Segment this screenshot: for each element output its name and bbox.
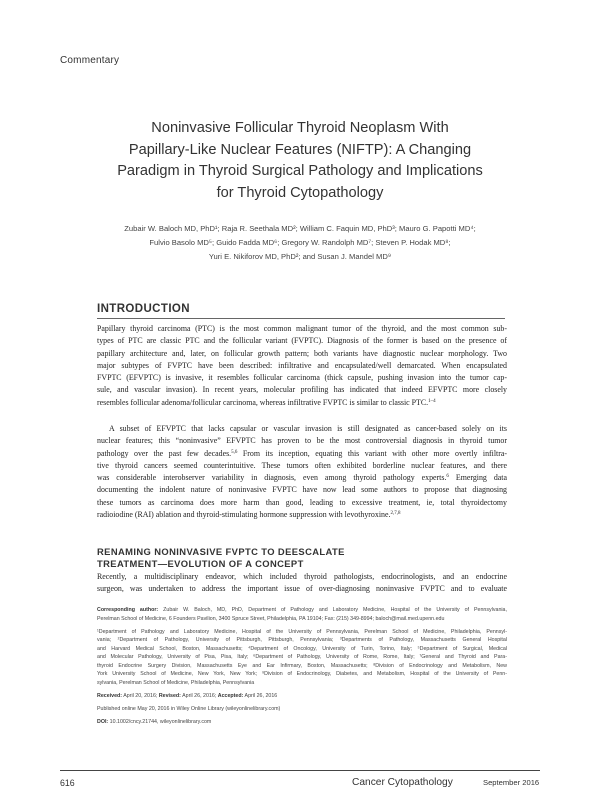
- affiliation-line: sylvania, Perelman School of Medicine, Philadelphia, Pennsylvania: [97, 679, 255, 686]
- text-line: sule, and vascular invasion). In recent years, molecular profiling has indicated that indeed EFVPTC more closely: [97, 385, 507, 395]
- citation-ref: 5,6: [231, 449, 238, 455]
- article-notes: [97, 606, 507, 726]
- corresponding-author-line: Perelman School of Medicine, 6 Founders Pavilion, 3400 Spruce Street, Philadelphia, PA 19104; Fax: (215) 349-8994; baloch@mail.med.upenn.edu: [97, 615, 445, 622]
- text-run: radioiodine (RAI) ablation and thyroid-stimulating hormone suppression with levothyroxine.: [97, 510, 391, 520]
- history-line: [97, 692, 507, 701]
- affiliation-line: and Molecular Pathology, University of Pisa, Pisa, Italy; ⁶Department of Pathology, University of Rome, Rome, Italy; ⁷General and Thyroid and Para-: [97, 654, 507, 661]
- affiliation-line: York University School of Medicine, New York, New York; ⁹Division of Endocrinology, Diabetes, and Metabolism, Hospital of the University of Penn-: [97, 671, 507, 678]
- revised-label: Revised:: [158, 692, 181, 699]
- text-line: major subtypes of FVPTC have been described: infiltrative and encapsulated/well demarcated. When encapsulated: [97, 360, 507, 370]
- title-line: Paradigm in Thyroid Surgical Pathology and Implications: [117, 163, 483, 179]
- doi-line: [97, 718, 507, 727]
- text-line: A subset of EFVPTC that lacks capsular or vascular invasion is still designated as cancer-based solely on its: [109, 424, 507, 433]
- text-run: Zubair W. Baloch, MD, PhD, Department of Pathology and Laboratory Medicine, Hospital of the University of Pennsylvania,: [158, 607, 507, 613]
- text-line: Recently, a multidisciplinary endeavor, which included thyroid pathologists, endocrinologists, and an endocrine: [97, 572, 507, 581]
- intro-paragraph-1: [97, 323, 507, 409]
- author-line: Zubair W. Baloch MD, PhD¹; Raja R. Seethala MD²; William C. Faquin MD, PhD³; Mauro G. Papotti MD⁴;: [124, 224, 476, 233]
- affiliation-line: and Harvard Medical School, Boston, Massachusetts; ⁴Department of Oncology, University of Turin, Torino, Italy; ⁵Department of Surgical, Medical: [97, 645, 507, 652]
- received-date: April 20, 2016;: [122, 692, 159, 699]
- text-run: From its inception, equating this variant with other more overtly infiltra-: [237, 448, 507, 458]
- text-line: these tumors as carcinoma does more harm than good, leading to excessive treatment, ie, total thyroidectomy: [97, 497, 507, 507]
- author-line: Yuri E. Nikiforov MD, PhD²; and Susan J. Mandel MD⁹: [208, 252, 392, 261]
- text-line: [97, 448, 507, 460]
- doi-value: 10.1002/cncy.21744, wileyonlinelibrary.com: [108, 718, 212, 725]
- text-line: papillary architecture and, later, on follicular growth pattern; both variants have diagnostic nuclear morphology. Two: [97, 348, 507, 358]
- citation-ref: 1–4: [428, 398, 436, 404]
- title-line: Papillary-Like Nuclear Features (NIFTP): A Changing: [128, 141, 472, 158]
- text-run: pathology over the past few decades.: [97, 448, 232, 458]
- heading-line: TREATMENT—EVOLUTION OF A CONCEPT: [97, 558, 304, 569]
- text-run: resembles follicular adenoma/follicular carcinoma, whereas infiltrative FVPTC is similar to classic PTC.: [97, 397, 429, 407]
- corresponding-author-line: [97, 606, 507, 615]
- accepted-label: Accepted:: [217, 692, 244, 699]
- heading-line: RENAMING NONINVASIVE FVPTC TO DEESCALATE: [97, 546, 345, 557]
- text-line: tive thyroid cancers seemed counterintuitive. These tumors often exhibited borderline nuclear features, and there: [97, 460, 507, 470]
- page-number: 616: [60, 778, 75, 788]
- journal-name: Cancer Cytopathology: [352, 777, 453, 788]
- text-line: documenting the indolent nature of noninvasive FVPTC have now lead some authors to propose that diagnosing: [97, 485, 507, 495]
- affiliation-line: ¹Department of Pathology and Laboratory Medicine, Hospital of the University of Pennsylvania, Perelman School of Medicine, Philadelphia, Pennsyl-: [97, 628, 507, 635]
- section-divider: [97, 318, 505, 319]
- citation-ref: 6: [446, 474, 449, 480]
- corresponding-author-label: Corresponding author:: [97, 607, 159, 613]
- author-list: [90, 222, 510, 264]
- text-line: surgeon, was undertaken to address the important issue of over-diagnosing noninvasive FVPTC and to evaluate: [97, 584, 507, 594]
- footer-divider: [60, 770, 540, 771]
- published-line: Published online May 20, 2016 in Wiley Online Library (wileyonlinelibrary.com): [97, 705, 281, 712]
- revised-date: April 26, 2016;: [180, 692, 218, 699]
- intro-paragraph-2: [97, 423, 507, 521]
- text-line: [97, 509, 507, 521]
- citation-ref: 2,7,8: [390, 511, 401, 517]
- text-line: FVPTC (EFVPTC) is invasive, it resembles follicular carcinoma (thick capsule, pushing invasion into the tumor cap-: [97, 373, 507, 383]
- accepted-date: April 26, 2016: [243, 692, 278, 699]
- introduction-heading: INTRODUCTION: [97, 303, 190, 315]
- text-line: [97, 397, 507, 409]
- section-label: Commentary: [60, 55, 120, 66]
- text-line: [97, 472, 507, 484]
- text-run: was considerable interobserver variability in diagnosis, even among thyroid pathology experts.: [97, 473, 447, 483]
- received-label: Received:: [97, 692, 123, 699]
- renaming-section-heading: [97, 546, 345, 570]
- renaming-paragraph-1: [97, 571, 507, 596]
- text-run: Emerging data: [448, 473, 507, 483]
- affiliation-line: thyroid Endocrine Surgery Division, Massachusetts Eye and Ear Infirmary, Boston, Massachusetts; ⁸Division of Endocrinology and Metabolism, New: [97, 662, 507, 669]
- issue-date: September 2016: [483, 778, 540, 787]
- article-title: [100, 118, 500, 204]
- title-line: for Thyroid Cytopathology: [216, 184, 384, 201]
- affiliation-line: vania; ²Department of Pathology, University of Pittsburgh, Pittsburgh, Pennsylvania; ³Departments of Pathology, Massachusetts General Hospital: [97, 637, 507, 644]
- title-line: Noninvasive Follicular Thyroid Neoplasm With: [151, 120, 449, 136]
- author-line: Fulvio Basolo MD⁵; Guido Fadda MD⁶; Gregory W. Randolph MD⁷; Steven P. Hodak MD⁸;: [149, 238, 451, 247]
- text-line: nuclear features; this “noninvasive” EFVPTC has proven to be the most controversial diagnosis in thyroid tumor: [97, 436, 507, 446]
- text-line: types of PTC are classic PTC and the follicular variant (FVPTC). Diagnosis of the former is based on the presence of: [97, 336, 507, 346]
- doi-label: DOI:: [97, 718, 109, 725]
- text-line: Papillary thyroid carcinoma (PTC) is the most common malignant tumor of the thyroid, and the most common sub-: [97, 324, 507, 333]
